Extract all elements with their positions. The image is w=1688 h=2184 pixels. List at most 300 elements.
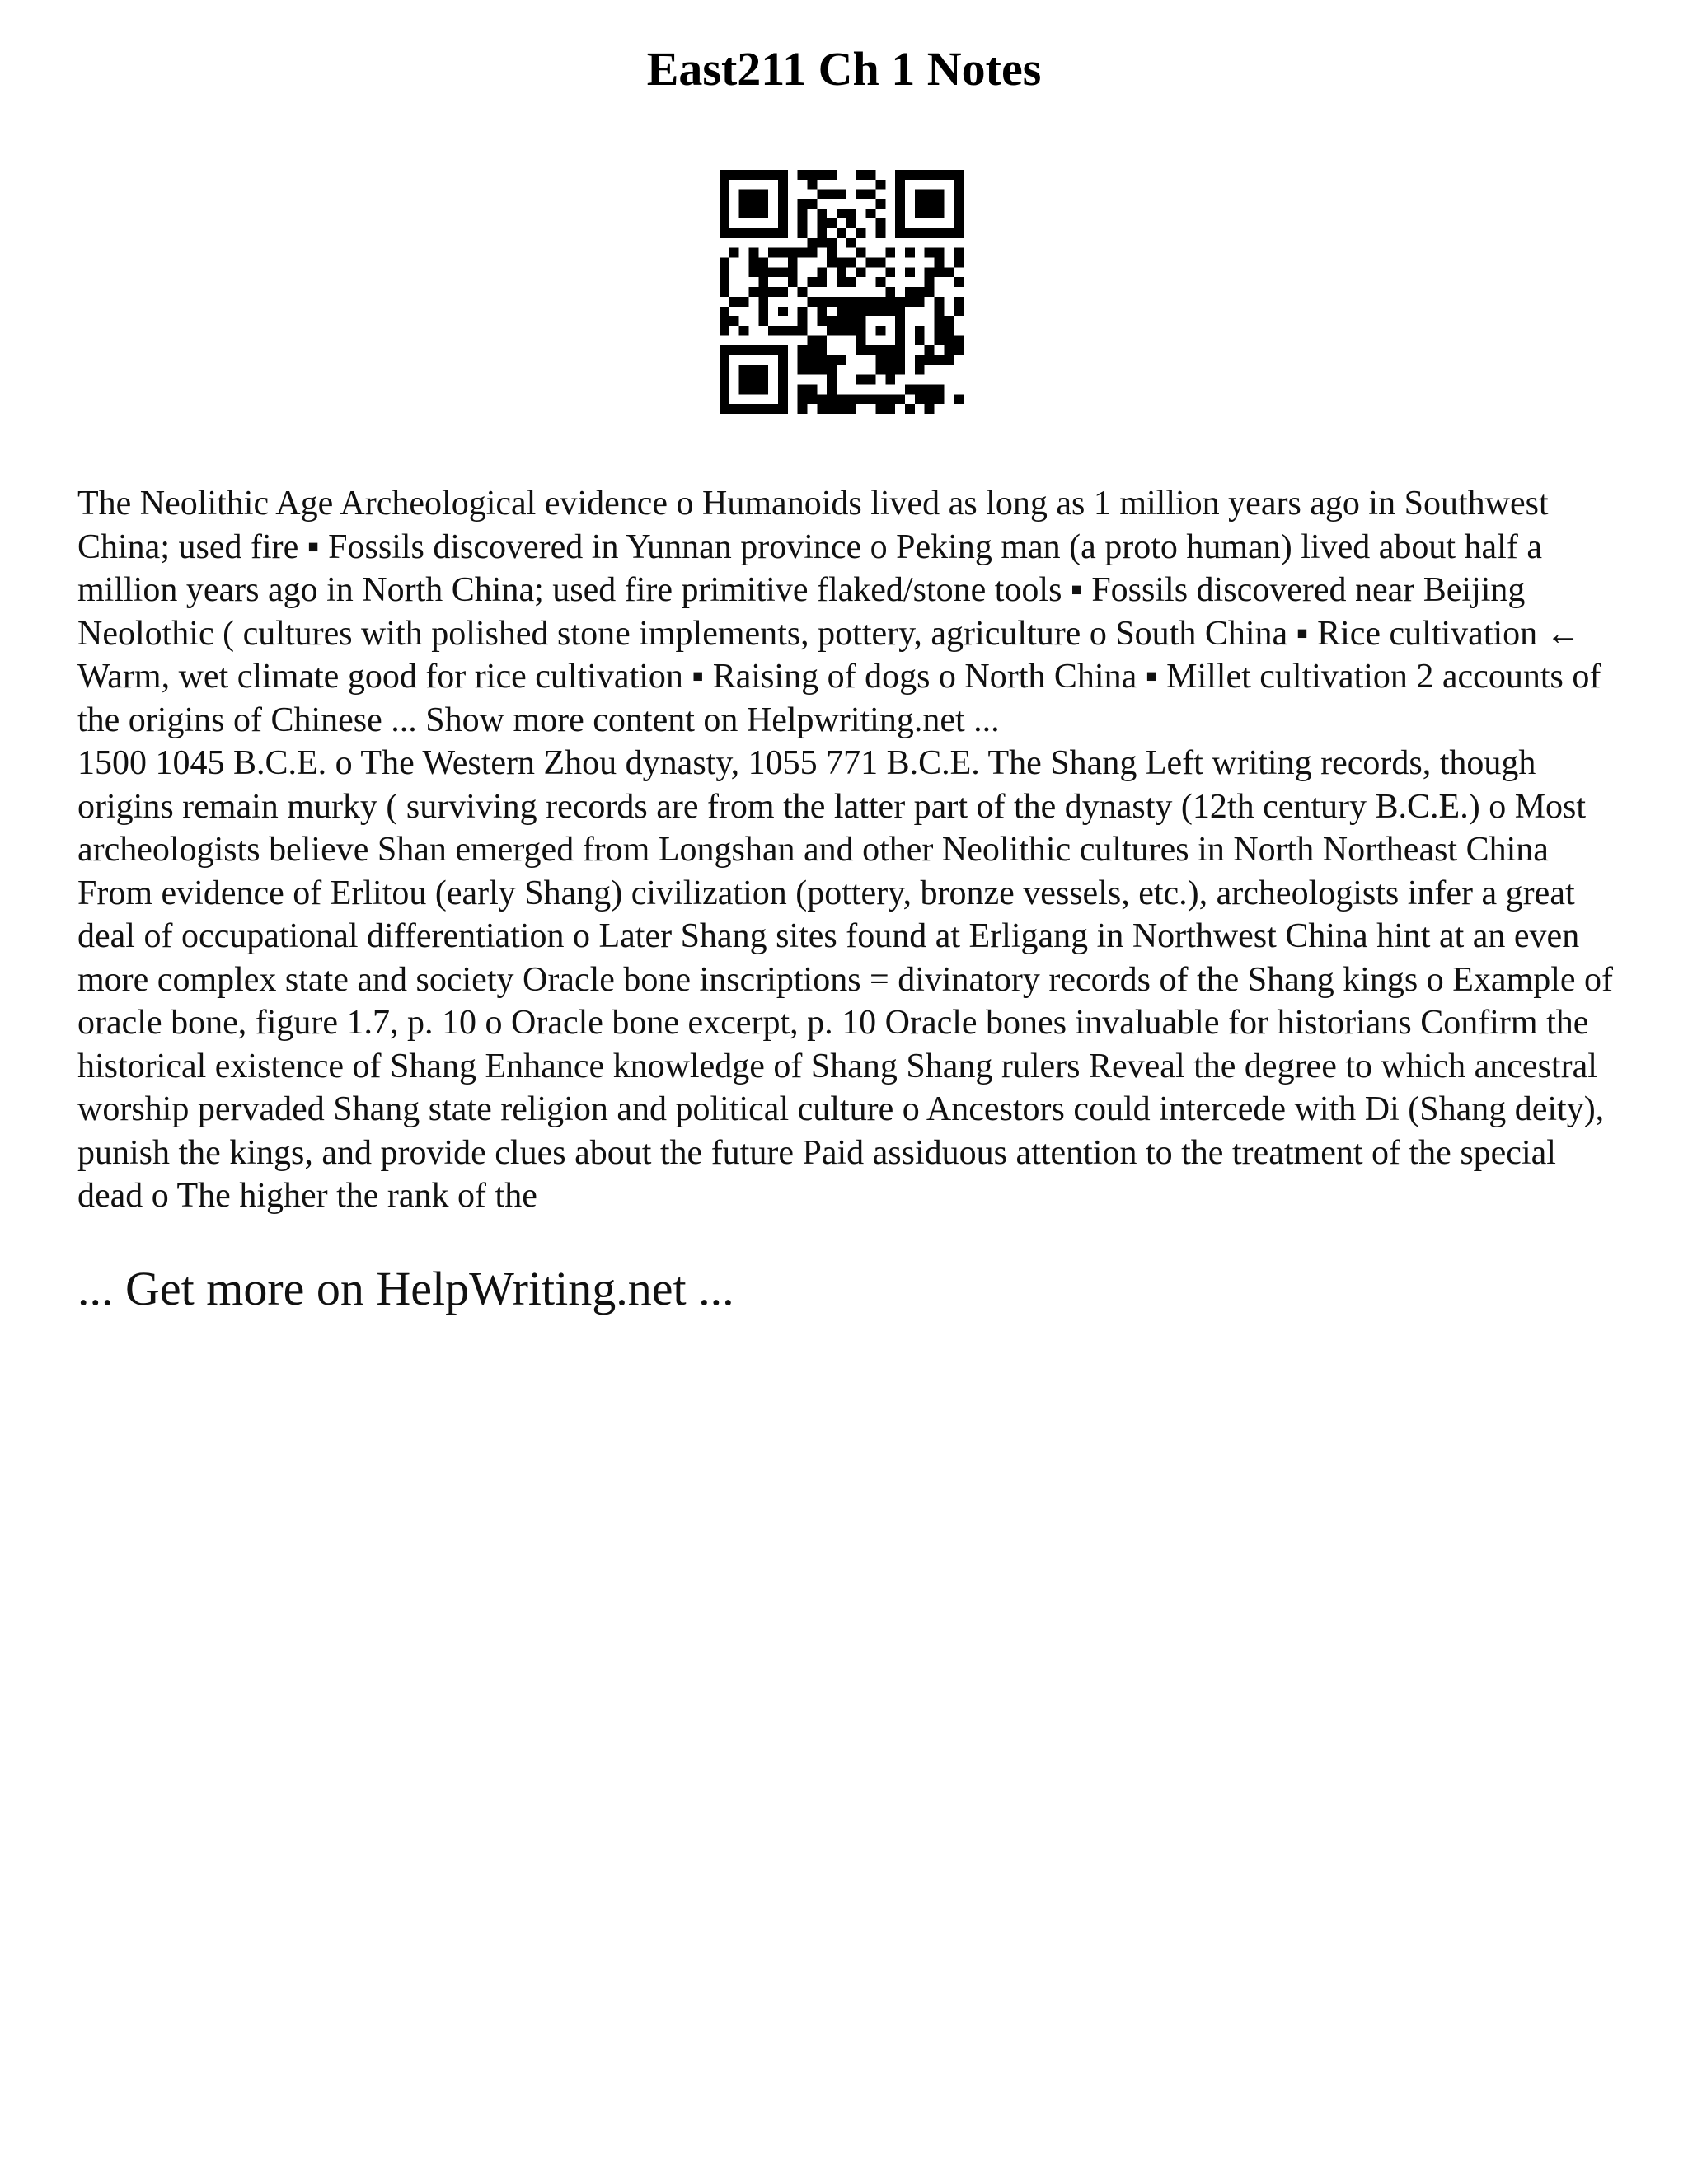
qr-module [895,218,905,228]
qr-module [729,170,739,180]
qr-module [758,190,768,199]
qr-module [729,345,739,355]
qr-module [895,170,905,180]
qr-module [944,335,954,345]
qr-module [954,170,964,180]
qr-module [817,190,827,199]
qr-module [720,190,729,199]
qr-module [778,228,788,238]
qr-module [739,190,749,199]
qr-module [866,297,876,307]
qr-module [720,267,729,277]
qr-module [875,404,885,414]
qr-module [875,180,885,190]
qr-module [808,180,818,190]
qr-module [758,267,768,277]
qr-module [934,209,944,218]
qr-module [827,238,837,248]
qr-module [934,316,944,326]
qr-module [925,170,935,180]
qr-module [866,394,876,404]
qr-module [808,345,818,355]
qr-module [954,297,964,307]
qr-module [925,345,935,355]
qr-module [798,307,808,316]
qr-module [778,267,788,277]
qr-module [758,228,768,238]
qr-module [739,345,749,355]
qr-module [778,307,788,316]
qr-module [905,287,915,297]
qr-module [720,316,729,326]
qr-module [768,326,778,335]
qr-module [758,316,768,326]
qr-module [798,218,808,228]
qr-module [934,326,944,335]
qr-module [827,190,837,199]
qr-module [915,384,925,394]
qr-module [788,277,798,287]
qr-module [827,404,837,414]
qr-module [817,355,827,365]
qr-module [944,326,954,335]
qr-module [758,375,768,385]
qr-module [885,307,895,316]
qr-module [808,355,818,365]
qr-module [739,297,749,307]
qr-module [866,375,876,385]
qr-module [817,307,827,316]
qr-module [885,365,895,375]
qr-module [905,384,915,394]
qr-module [768,248,778,258]
qr-module [846,209,856,218]
qr-module [934,384,944,394]
qr-module [856,267,866,277]
qr-module [798,404,808,414]
qr-module [954,209,964,218]
qr-module [720,209,729,218]
qr-module [837,228,846,238]
qr-module [817,394,827,404]
qr-module [808,277,818,287]
qr-module [925,394,935,404]
qr-module [739,199,749,209]
qr-module [905,297,915,307]
qr-module [827,297,837,307]
qr-module [925,355,935,365]
qr-module [808,297,818,307]
qr-module [837,355,846,365]
qr-module [875,345,885,355]
qr-module [905,267,915,277]
qr-module [925,209,935,218]
qr-module [778,180,788,190]
qr-module [729,248,739,258]
qr-module [866,307,876,316]
qr-module [895,394,905,404]
qr-module [954,258,964,268]
qr-module [758,307,768,316]
qr-module [720,228,729,238]
qr-module [758,170,768,180]
qr-module [915,209,925,218]
qr-module [720,394,729,404]
qr-module [749,404,759,414]
qr-module [749,384,759,394]
qr-module [778,326,788,335]
qr-module [768,170,778,180]
qr-module [954,335,964,345]
qr-module [934,228,944,238]
qr-module [905,248,915,258]
qr-module [827,316,837,326]
qr-module [798,394,808,404]
qr-module [720,218,729,228]
qr-module [758,287,768,297]
qr-module [808,238,818,248]
qr-module [817,267,827,277]
qr-module [798,170,808,180]
qr-module [817,316,827,326]
qr-module [885,267,895,277]
qr-module [895,209,905,218]
qr-module [729,228,739,238]
qr-module [749,248,759,258]
qr-module [720,345,729,355]
qr-module [895,355,905,365]
qr-module [808,394,818,404]
qr-module [944,316,954,326]
qr-module [768,404,778,414]
qr-module [846,316,856,326]
qr-module [846,238,856,248]
qr-module [934,258,944,268]
qr-module [768,287,778,297]
qr-module [749,365,759,375]
qr-module [875,326,885,335]
page-title: East211 Ch 1 Notes [646,42,1042,96]
qr-module [817,218,827,228]
qr-module [954,248,964,258]
qr-module [875,277,885,287]
qr-module [827,170,837,180]
qr-module [915,297,925,307]
qr-module [846,326,856,335]
qr-module [758,365,768,375]
qr-module [817,170,827,180]
qr-module [856,297,866,307]
qr-module [827,375,837,385]
qr-module [749,228,759,238]
qr-module [749,209,759,218]
qr-module [895,365,905,375]
qr-module [925,190,935,199]
qr-module [778,287,788,297]
qr-module [837,277,846,287]
qr-module [837,297,846,307]
qr-module [778,365,788,375]
qr-module [729,404,739,414]
qr-module [846,218,856,228]
qr-module [798,384,808,394]
qr-module [788,326,798,335]
qr-module [925,267,935,277]
qr-module [856,228,866,238]
qr-module [895,316,905,326]
qr-module [798,326,808,335]
qr-module [778,355,788,365]
qr-module [875,218,885,228]
qr-module [817,365,827,375]
qr-module [934,267,944,277]
qr-module [915,170,925,180]
qr-module [720,384,729,394]
qr-module [798,316,808,326]
qr-module [846,394,856,404]
qr-code-icon [720,170,964,414]
qr-module [934,248,944,258]
qr-module [905,170,915,180]
qr-module [778,199,788,209]
qr-module [954,345,964,355]
qr-module [846,277,856,287]
body-paragraph-2: 1500 1045 B.C.E. o The Western Zhou dynasty, 1055 771 B.C.E. The Shang Left writing records, though origins remain murky ( surviving records are from the latter part of the dynasty (12th century B.C.E.) o Most archeologists believe Shan emerged from Longshan and other Neolithic cultures in North Northeast China From evidence of Erlitou (early Shang) civilization (pottery, bronze vessels, etc.), archeologists infer a great deal of occupational differentiation o Later Shang sites found at Erligang in Northwest China hint at an even more complex state and society Oracle bone inscriptions = divinatory records of the Shang kings o Example of oracle bone, figure 1.7, p. 10 o Oracle bone excerpt, p. 10 Oracle bones invaluable for historians Confirm the historical existence of Shang Enhance knowledge of Shang Shang rulers Reveal the degree to which ancestral worship pervaded Shang state religion and political culture o Ancestors could intercede with Di (Shang deity), punish the kings, and provide clues about the future Paid assiduous attention to the treatment of the special dead o The higher the rank of the [77,744,1614,1215]
qr-module [856,326,866,335]
qr-module [837,326,846,335]
qr-module [837,209,846,218]
qr-module [739,209,749,218]
qr-module [778,384,788,394]
qr-module [837,190,846,199]
qr-module [798,355,808,365]
qr-module [729,297,739,307]
qr-module [749,199,759,209]
qr-module [875,394,885,404]
qr-module [846,404,856,414]
qr-module [817,277,827,287]
qr-module [915,326,925,335]
qr-module [817,238,827,248]
qr-module [749,345,759,355]
qr-module [925,384,935,394]
qr-module [778,209,788,218]
qr-module [895,335,905,345]
qr-module [934,355,944,365]
qr-module [778,190,788,199]
qr-module [895,180,905,190]
qr-module [817,404,827,414]
qr-module [749,375,759,385]
qr-module [739,365,749,375]
qr-module [720,287,729,297]
qr-module [729,316,739,326]
qr-module [739,404,749,414]
qr-module [875,307,885,316]
qr-module [944,170,954,180]
qr-module [885,375,895,385]
qr-module [788,267,798,277]
qr-module [739,170,749,180]
qr-module [798,287,808,297]
qr-module [846,307,856,316]
qr-module [798,199,808,209]
qr-module [749,170,759,180]
qr-module [856,335,866,345]
qr-module [954,277,964,287]
qr-module [749,258,759,268]
qr-module [885,297,895,307]
qr-module [925,404,935,414]
body-paragraph-1: The Neolithic Age Archeological evidence o Humanoids lived as long as 1 million years ago in Southwest China; used fire ▪ Fossils discovered in Yunnan province o Peking man (a proto human) lived about half a million years ago in North China; used fire primitive flaked/stone tools ▪ Fossils discovered near Beijing Neolothic ( cultures with polished stone implements, pottery, agriculture o South China ▪ Rice cultivation ← Warm, wet climate good for rice cultivation ▪ Raising of dogs o North China ▪ Millet cultivation 2 accounts of the origins of Chinese ... Show more content on Helpwriting.net ... [77,485,1601,739]
qr-module [885,248,895,258]
qr-module [875,228,885,238]
qr-module [856,316,866,326]
qr-module [778,404,788,414]
qr-module [934,394,944,404]
qr-module [875,258,885,268]
qr-module [856,345,866,355]
qr-module [895,228,905,238]
qr-module [944,267,954,277]
qr-module [934,307,944,316]
qr-module [934,190,944,199]
qr-module [827,326,837,335]
qr-module [885,355,895,365]
qr-module [837,307,846,316]
qr-module [895,307,905,316]
qr-module [827,218,837,228]
qr-module [846,258,856,268]
qr-module [749,287,759,297]
qr-module [875,297,885,307]
qr-module [925,277,935,287]
qr-module [885,345,895,355]
qr-module [925,199,935,209]
qr-module [827,248,837,258]
qr-module [915,335,925,345]
qr-module [758,209,768,218]
qr-module [817,345,827,355]
qr-module [954,394,964,404]
qr-module [895,297,905,307]
qr-module [915,355,925,365]
qr-module [934,297,944,307]
qr-module [885,287,895,297]
qr-module [954,190,964,199]
qr-module [739,228,749,238]
qr-module [778,218,788,228]
qr-module [768,267,778,277]
qr-module [885,404,895,414]
qr-module [827,394,837,404]
qr-module [778,170,788,180]
qr-module [817,297,827,307]
qr-module [934,199,944,209]
qr-module [788,258,798,268]
qr-module [720,355,729,365]
qr-module [817,228,827,238]
qr-module [837,394,846,404]
qr-module [954,228,964,238]
qr-module [846,297,856,307]
qr-module [954,307,964,316]
qr-module [720,365,729,375]
qr-module [925,248,935,258]
qr-module [778,394,788,404]
qr-module [778,375,788,385]
qr-module [720,375,729,385]
qr-module [808,170,818,180]
document-body [77,482,1627,1322]
qr-module [895,190,905,199]
qr-module [856,248,866,258]
qr-module [954,199,964,209]
qr-module [915,199,925,209]
qr-module [875,365,885,375]
qr-module [778,248,788,258]
qr-module [739,384,749,394]
qr-module [749,267,759,277]
qr-module [758,297,768,307]
qr-module [739,326,749,335]
qr-module [817,209,827,218]
qr-module [925,228,935,238]
qr-module [758,404,768,414]
qr-module [817,335,827,345]
qr-module [905,404,915,414]
qr-module [875,199,885,209]
qr-module [758,258,768,268]
get-more-link[interactable]: ... Get more on HelpWriting.net ... [77,1261,734,1315]
qr-module [720,180,729,190]
qr-module [944,345,954,355]
qr-module [954,180,964,190]
qr-module [915,228,925,238]
qr-module [720,326,729,335]
qr-module [915,365,925,375]
qr-module [798,248,808,258]
qr-module [720,258,729,268]
qr-module [837,267,846,277]
qr-module [866,170,876,180]
qr-module [895,326,905,335]
qr-module [768,345,778,355]
qr-module [866,190,876,199]
qr-module [934,170,944,180]
qr-module [808,199,818,209]
qr-module [837,258,846,268]
qr-module [895,199,905,209]
qr-module [768,228,778,238]
qr-module [856,394,866,404]
qr-module [749,190,759,199]
qr-module [808,248,818,258]
qr-module [915,287,925,297]
qr-module [808,365,818,375]
qr-module [954,218,964,228]
qr-module [739,375,749,385]
qr-module [720,404,729,414]
qr-module [895,345,905,355]
qr-module [808,335,818,345]
qr-module [934,335,944,345]
qr-module [720,199,729,209]
qr-module [944,355,954,365]
qr-module [856,375,866,385]
qr-module [856,307,866,316]
qr-module [827,384,837,394]
